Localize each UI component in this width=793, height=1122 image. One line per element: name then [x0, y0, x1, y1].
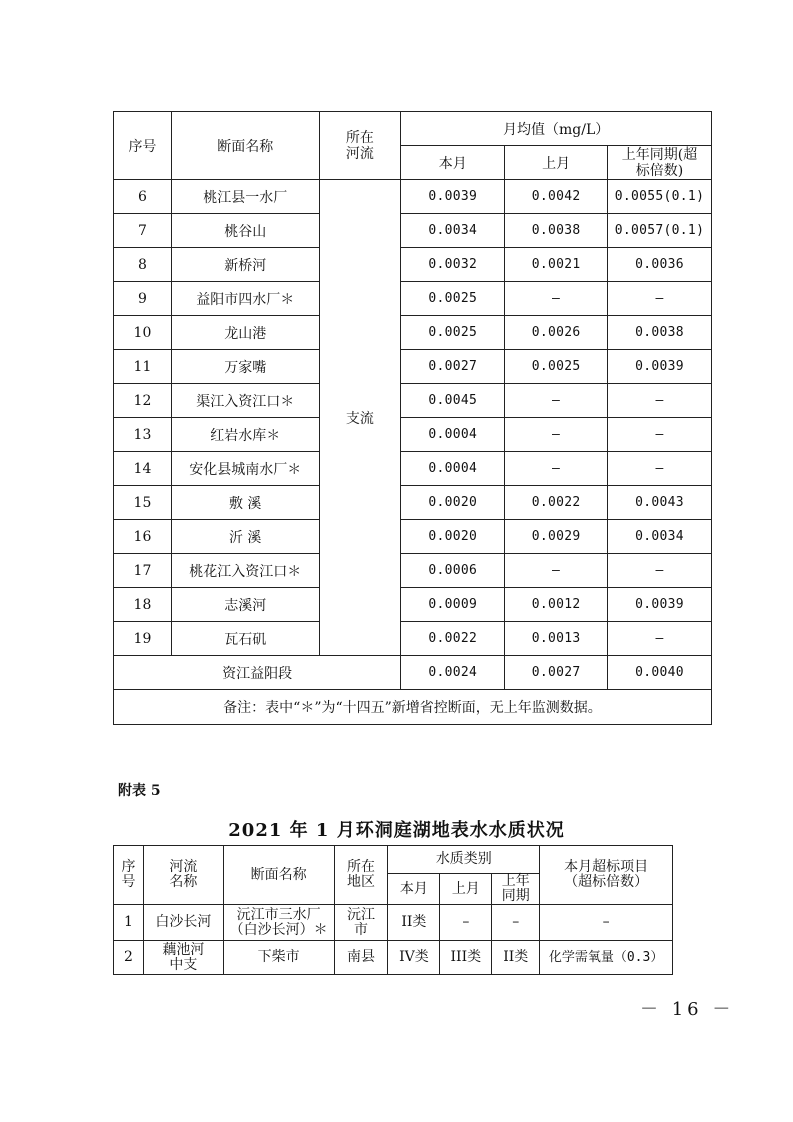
row-last-month: – — [505, 282, 608, 316]
row-name: 龙山港 — [171, 316, 319, 350]
row-last-year: – — [608, 384, 712, 418]
row-no: 18 — [114, 588, 172, 622]
t2-row-last-year: II类 — [492, 941, 540, 975]
table-row — [114, 282, 712, 316]
t2-header-exceed: 本月超标项目 （超标倍数） — [540, 846, 673, 905]
t2-row-exceed: 化学需氧量（0.3） — [540, 941, 673, 975]
page-number: － 16 － — [640, 999, 735, 1020]
table-row — [114, 248, 712, 282]
row-no: 19 — [114, 622, 172, 656]
row-last-year: 0.0034 — [608, 520, 712, 554]
row-last-year: – — [608, 452, 712, 486]
row-last-month: – — [505, 384, 608, 418]
row-this-month: 0.0032 — [401, 248, 505, 282]
row-last-year: – — [608, 554, 712, 588]
t2-row-no: 2 — [114, 941, 144, 975]
t2-row-exceed: – — [540, 905, 673, 941]
row-last-year: 0.0043 — [608, 486, 712, 520]
t2-header-last-month: 上月 — [440, 874, 492, 905]
monthly-average-table — [113, 111, 712, 725]
row-last-month: 0.0025 — [505, 350, 608, 384]
row-this-month: 0.0039 — [401, 180, 505, 214]
row-last-year: – — [608, 282, 712, 316]
row-this-month: 0.0004 — [401, 452, 505, 486]
row-no: 10 — [114, 316, 172, 350]
row-no: 6 — [114, 180, 172, 214]
table-row — [114, 214, 712, 248]
t2-row-this-month: IV类 — [388, 941, 440, 975]
row-last-year: – — [608, 622, 712, 656]
table-row — [114, 180, 712, 214]
row-last-month: 0.0038 — [505, 214, 608, 248]
row-name: 益阳市四水厂＊ — [171, 282, 319, 316]
header-last-month: 上月 — [505, 146, 608, 180]
header-river: 所在 河流 — [319, 112, 401, 180]
row-this-month: 0.0020 — [401, 520, 505, 554]
table-row — [114, 905, 673, 941]
row-name: 瓦石矶 — [171, 622, 319, 656]
row-this-month: 0.0009 — [401, 588, 505, 622]
summary-label: 资江益阳段 — [114, 656, 401, 690]
row-name: 万家嘴 — [171, 350, 319, 384]
row-this-month: 0.0027 — [401, 350, 505, 384]
row-this-month: 0.0004 — [401, 418, 505, 452]
row-this-month: 0.0034 — [401, 214, 505, 248]
row-last-month: 0.0021 — [505, 248, 608, 282]
table2-title: 2021 年 1 月环洞庭湖地表水水质状况 — [228, 820, 565, 841]
t2-header-river: 河流 名称 — [143, 846, 223, 905]
row-last-month: – — [505, 418, 608, 452]
table-note: 备注：表中“＊”为“十四五”新增省控断面，无上年监测数据。 — [114, 690, 712, 725]
row-this-month: 0.0020 — [401, 486, 505, 520]
row-last-month: 0.0026 — [505, 316, 608, 350]
water-quality-table — [113, 845, 673, 975]
row-this-month: 0.0025 — [401, 282, 505, 316]
table-row — [114, 554, 712, 588]
header-last-year: 上年同期(超 标倍数) — [608, 146, 712, 180]
t2-header-seq: 序 号 — [114, 846, 144, 905]
row-last-year: 0.0036 — [608, 248, 712, 282]
row-no: 16 — [114, 520, 172, 554]
row-name: 敷 溪 — [171, 486, 319, 520]
river-tributary: 支流 — [319, 180, 401, 656]
row-last-month: 0.0022 — [505, 486, 608, 520]
row-name: 桃谷山 — [171, 214, 319, 248]
t2-row-last-month: III类 — [440, 941, 492, 975]
row-name: 沂 溪 — [171, 520, 319, 554]
row-last-year: 0.0039 — [608, 350, 712, 384]
row-last-month: – — [505, 452, 608, 486]
row-name: 志溪河 — [171, 588, 319, 622]
row-this-month: 0.0006 — [401, 554, 505, 588]
row-last-month: – — [505, 554, 608, 588]
table-row — [114, 452, 712, 486]
header-section-name: 断面名称 — [171, 112, 319, 180]
t2-row-section: 下柴市 — [223, 941, 334, 975]
row-no: 8 — [114, 248, 172, 282]
t2-row-section: 沅江市三水厂 （白沙长河）＊ — [223, 905, 334, 941]
row-last-month: 0.0013 — [505, 622, 608, 656]
summary-row — [114, 656, 712, 690]
table-row — [114, 384, 712, 418]
row-last-year: 0.0057(0.1) — [608, 214, 712, 248]
summary-this-month: 0.0024 — [401, 656, 505, 690]
annex-label: 附表 5 — [118, 783, 161, 799]
row-this-month: 0.0045 — [401, 384, 505, 418]
row-name: 红岩水库＊ — [171, 418, 319, 452]
row-no: 15 — [114, 486, 172, 520]
t2-header-quality-class: 水质类别 — [388, 846, 540, 874]
summary-last-month: 0.0027 — [505, 656, 608, 690]
table-row — [114, 350, 712, 384]
row-name: 新桥河 — [171, 248, 319, 282]
t2-header-region: 所在 地区 — [334, 846, 388, 905]
row-last-month: 0.0042 — [505, 180, 608, 214]
table-row — [114, 588, 712, 622]
t2-header-section: 断面名称 — [223, 846, 334, 905]
row-no: 12 — [114, 384, 172, 418]
row-no: 7 — [114, 214, 172, 248]
t2-row-last-month: – — [440, 905, 492, 941]
row-no: 17 — [114, 554, 172, 588]
table-row — [114, 316, 712, 350]
t2-row-region: 沅江 市 — [334, 905, 388, 941]
header-monthly-average: 月均值（mg/L） — [401, 112, 712, 146]
row-no: 9 — [114, 282, 172, 316]
table-row — [114, 520, 712, 554]
row-last-year: – — [608, 418, 712, 452]
table-row — [114, 622, 712, 656]
header-seq: 序号 — [114, 112, 172, 180]
row-name: 渠江入资江口＊ — [171, 384, 319, 418]
table-row — [114, 418, 712, 452]
summary-last-year: 0.0040 — [608, 656, 712, 690]
header-this-month: 本月 — [401, 146, 505, 180]
t2-row-no: 1 — [114, 905, 144, 941]
row-last-year: 0.0039 — [608, 588, 712, 622]
t2-row-last-year: – — [492, 905, 540, 941]
row-this-month: 0.0025 — [401, 316, 505, 350]
row-last-month: 0.0029 — [505, 520, 608, 554]
row-name: 安化县城南水厂＊ — [171, 452, 319, 486]
row-this-month: 0.0022 — [401, 622, 505, 656]
row-last-year: 0.0055(0.1) — [608, 180, 712, 214]
t2-row-river: 藕池河 中支 — [143, 941, 223, 975]
row-no: 11 — [114, 350, 172, 384]
t2-row-this-month: II类 — [388, 905, 440, 941]
row-no: 14 — [114, 452, 172, 486]
row-last-month: 0.0012 — [505, 588, 608, 622]
table-row — [114, 486, 712, 520]
row-no: 13 — [114, 418, 172, 452]
t2-header-last-year: 上年 同期 — [492, 874, 540, 905]
table-row — [114, 941, 673, 975]
row-last-year: 0.0038 — [608, 316, 712, 350]
row-name: 桃花江入资江口＊ — [171, 554, 319, 588]
t2-header-this-month: 本月 — [388, 874, 440, 905]
row-name: 桃江县一水厂 — [171, 180, 319, 214]
t2-row-region: 南县 — [334, 941, 388, 975]
t2-row-river: 白沙长河 — [143, 905, 223, 941]
